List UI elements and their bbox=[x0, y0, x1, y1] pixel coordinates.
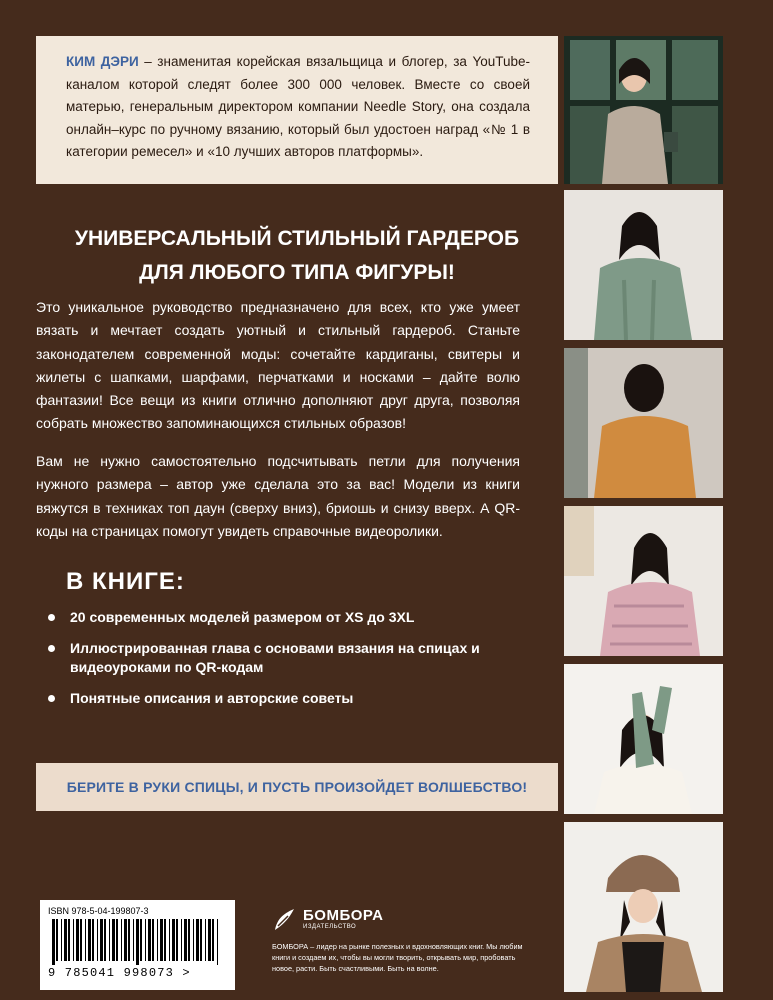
author-bio-box bbox=[36, 36, 558, 184]
headline bbox=[36, 222, 558, 290]
list-item bbox=[48, 608, 508, 627]
bullet-icon bbox=[48, 645, 55, 652]
list-item-text: 20 современных моделей размером от XS до 3XL bbox=[70, 609, 415, 625]
in-book-list bbox=[48, 608, 508, 720]
in-book-title: В КНИГЕ: bbox=[66, 568, 185, 595]
author-name: КИМ ДЭРИ bbox=[66, 54, 139, 69]
call-to-action-text: БЕРИТЕ В РУКИ СПИЦЫ, И ПУСТЬ ПРОИЗОЙДЕТ ВОЛШЕБСТВО! bbox=[66, 779, 528, 795]
photo-mittens bbox=[564, 664, 723, 814]
photo-green-sweater bbox=[564, 190, 723, 340]
bombora-logo-icon bbox=[272, 906, 298, 932]
bullet-icon bbox=[48, 695, 55, 702]
barcode-icon bbox=[48, 919, 227, 965]
list-item-text: Иллюстрированная глава с основами вязания на спицах и видеоуроками по QR-кодам bbox=[70, 640, 480, 675]
publisher-logo bbox=[272, 906, 383, 932]
author-bio-text: – знаменитая корейская вязальщица и блогер, за YouTube-каналом которой следят более 300 000 человек. Вместе со своей матерью, генеральным директором компании Needle Story, она создала онлайн–курс по ручному вязанию, который был удостоен наград «№ 1 в категории ремесел» и «10 лучших авторов платформы». bbox=[66, 54, 530, 159]
list-item bbox=[48, 639, 508, 677]
photo-pink-sweater bbox=[564, 506, 723, 656]
isbn-text: ISBN 978-5-04-199807-3 bbox=[48, 906, 149, 916]
headline-line-1: УНИВЕРСАЛЬНЫЙ СТИЛЬНЫЙ ГАРДЕРОБ bbox=[74, 227, 520, 250]
photo-orange-sweater bbox=[564, 348, 723, 498]
photo-author-window bbox=[564, 36, 723, 184]
list-item bbox=[48, 689, 508, 708]
call-to-action-banner bbox=[36, 763, 558, 811]
list-item-text: Понятные описания и авторские советы bbox=[70, 690, 354, 706]
headline-line-2: ДЛЯ ЛЮБОГО ТИПА ФИГУРЫ! bbox=[139, 261, 455, 284]
description-paragraph-2: Вам не нужно самостоятельно подсчитывать петли для получения нужного размера – автор уже сделала это за вас! Модели из книги вяжутся в техниках топ даун (сверху вниз), бриошь и снизу вверх. А QR-коды на страницах помогут увидеть справочные видеоролики. bbox=[36, 453, 520, 539]
publisher-name: БОМБОРА bbox=[303, 907, 384, 924]
barcode-digits: 9 785041 998073 > bbox=[48, 966, 191, 980]
barcode-block bbox=[40, 900, 235, 990]
publisher-sub: ИЗДАТЕЛЬСТВО bbox=[303, 924, 357, 930]
bullet-icon bbox=[48, 614, 55, 621]
photo-knit-hat bbox=[564, 822, 723, 992]
publisher-blurb: БОМБОРА – лидер на рынке полезных и вдохновляющих книг. Мы любим книги и создаем их, чтобы вы могли творить, открывать мир, пробовать новое, расти. Быть счастливыми. Быть на волне. bbox=[272, 942, 523, 973]
description-paragraph-1: Это уникальное руководство предназначено для всех, кто уже умеет вязать и мечтает создать уютный и стильный гардероб. Станьте законодателем современной моды: сочетайте кардиганы, свитеры и жилеты с шапками, шарфами, перчатками и носками – дайте волю фантазии! Все вещи из книги отлично дополняют друг друга, позволяя собрать множество запоминающихся стильных образов! bbox=[36, 299, 520, 432]
